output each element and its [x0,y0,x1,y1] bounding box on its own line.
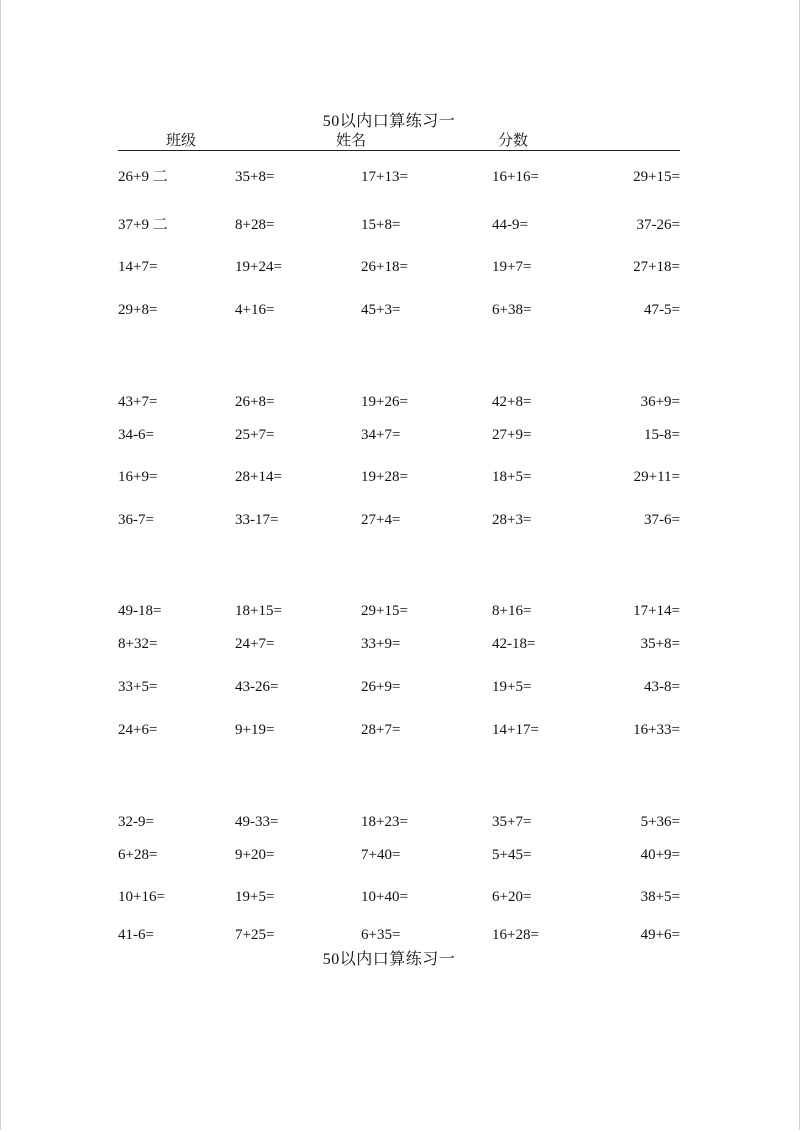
problem-r13-c3: 18+23= [361,814,408,830]
problem-r7-c5: 29+11= [633,469,680,485]
problem-r1-c1: 26+9 二 [118,169,168,185]
problem-r11-c4: 19+5= [492,679,532,695]
problem-r16-c2: 7+25= [235,927,275,943]
problem-r11-c3: 26+9= [361,679,401,695]
problem-r11-c5: 43-8= [644,679,680,695]
problem-r5-c3: 19+26= [361,394,408,410]
problem-r15-c2: 19+5= [235,889,275,905]
name-label: 姓名 [336,133,367,149]
score-label: 分数 [498,133,529,149]
problem-r9-c5: 17+14= [633,603,680,619]
problem-r16-c5: 49+6= [640,927,680,943]
problem-r15-c3: 10+40= [361,889,408,905]
problem-r3-c3: 26+18= [361,259,408,275]
problem-r6-c1: 34-6= [118,427,154,443]
problem-r5-c4: 42+8= [492,394,532,410]
problem-r3-c5: 27+18= [633,259,680,275]
problem-r13-c1: 32-9= [118,814,154,830]
problem-r5-c2: 26+8= [235,394,275,410]
problem-r2-c1: 37+9 二 [118,217,168,233]
problem-r2-c3: 15+8= [361,217,401,233]
problem-r14-c2: 9+20= [235,847,275,863]
problem-r12-c4: 14+17= [492,722,539,738]
problem-r12-c1: 24+6= [118,722,158,738]
problem-r1-c5: 29+15= [633,169,680,185]
problem-r4-c5: 47-5= [644,302,680,318]
problem-r8-c1: 36-7= [118,512,154,528]
problem-r7-c4: 18+5= [492,469,532,485]
problem-r8-c5: 37-6= [644,512,680,528]
problem-r4-c2: 4+16= [235,302,275,318]
problem-r5-c5: 36+9= [640,394,680,410]
problem-r14-c5: 40+9= [640,847,680,863]
problem-r14-c4: 5+45= [492,847,532,863]
problem-r14-c1: 6+28= [118,847,158,863]
problem-r14-c3: 7+40= [361,847,401,863]
problem-r16-c4: 16+28= [492,927,539,943]
problem-r10-c4: 42-18= [492,636,536,652]
problem-r15-c5: 38+5= [640,889,680,905]
problem-r8-c4: 28+3= [492,512,532,528]
problem-r10-c3: 33+9= [361,636,401,652]
problem-r7-c3: 19+28= [361,469,408,485]
problem-r10-c5: 35+8= [640,636,680,652]
problem-r12-c5: 16+33= [633,722,680,738]
problem-r15-c4: 6+20= [492,889,532,905]
problem-r2-c5: 37-26= [636,217,680,233]
problem-r10-c1: 8+32= [118,636,158,652]
problem-r9-c2: 18+15= [235,603,282,619]
problem-r12-c3: 28+7= [361,722,401,738]
problem-r13-c2: 49-33= [235,814,279,830]
problem-r3-c4: 19+7= [492,259,532,275]
problem-r6-c4: 27+9= [492,427,532,443]
problem-r11-c1: 33+5= [118,679,158,695]
problem-r7-c2: 28+14= [235,469,282,485]
problem-r7-c1: 16+9= [118,469,158,485]
problem-r4-c1: 29+8= [118,302,158,318]
problem-r13-c5: 5+36= [640,814,680,830]
problem-r9-c1: 49-18= [118,603,162,619]
problem-r1-c2: 35+8= [235,169,275,185]
problem-r16-c1: 41-6= [118,927,154,943]
problem-r15-c1: 10+16= [118,889,165,905]
problem-r6-c3: 34+7= [361,427,401,443]
problem-r11-c2: 43-26= [235,679,279,695]
problem-r4-c4: 6+38= [492,302,532,318]
student-info-header [118,132,680,151]
footer-title: 50以内口算练习一 [322,951,456,968]
problem-r3-c1: 14+7= [118,259,158,275]
problem-r8-c3: 27+4= [361,512,401,528]
problem-r4-c3: 45+3= [361,302,401,318]
problem-r3-c2: 19+24= [235,259,282,275]
problem-r1-c3: 17+13= [361,169,408,185]
problem-r9-c3: 29+15= [361,603,408,619]
problem-r10-c2: 24+7= [235,636,275,652]
class-label: 班级 [166,133,197,149]
problem-r5-c1: 43+7= [118,394,158,410]
problem-r13-c4: 35+7= [492,814,532,830]
problem-r16-c3: 6+35= [361,927,401,943]
problem-r2-c4: 44-9= [492,217,528,233]
problem-r6-c5: 15-8= [644,427,680,443]
problem-r12-c2: 9+19= [235,722,275,738]
problem-r6-c2: 25+7= [235,427,275,443]
problem-r8-c2: 33-17= [235,512,279,528]
worksheet-title: 50以内口算练习一 [322,113,456,130]
problem-r9-c4: 8+16= [492,603,532,619]
problem-r2-c2: 8+28= [235,217,275,233]
problem-r1-c4: 16+16= [492,169,539,185]
